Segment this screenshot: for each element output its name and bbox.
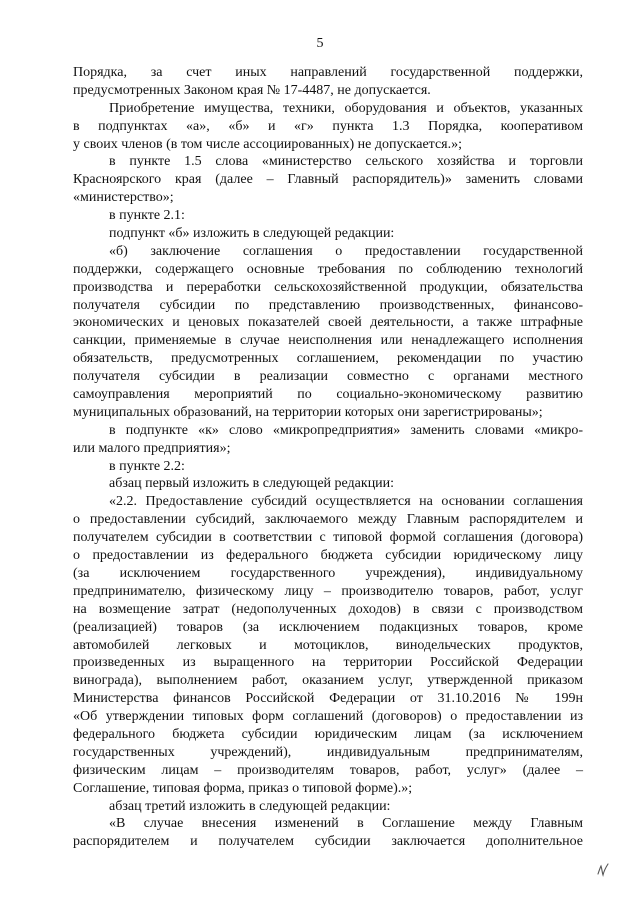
text-line: в подпункте «к» слово «микропредприятия» заменить словами «микро- xyxy=(109,422,583,438)
text-line: Порядка, за счет иных направлений государственной поддержки, xyxy=(73,65,583,80)
text-line: «б) заключение соглашения о предоставлении государственной xyxy=(109,243,583,259)
text-line: муниципальных образований, на территории которых они зарегистрированы»; xyxy=(73,404,543,420)
text-line: «министерство»; xyxy=(73,190,174,206)
text-line: абзац первый изложить в следующей редакции: xyxy=(109,476,395,492)
text-line: физическим лицам – производителям товаров, работ, услуг» (далее – xyxy=(73,762,583,778)
text-line: в пункте 1.5 слова «министерство сельского хозяйства и торговли xyxy=(109,154,583,170)
text-line: государственных учреждений), индивидуальным предпринимателям, xyxy=(73,744,583,760)
text-line: в пункте 2.1: xyxy=(109,208,185,224)
text-line: получателя субсидии по представлению производственных, финансово- xyxy=(73,297,583,313)
text-line: или малого предприятия»; xyxy=(73,440,231,456)
page-number: 5 xyxy=(316,36,324,51)
text-line: экономических и ценовых показателей своей деятельности, а также штрафные xyxy=(73,315,583,331)
text-line: Приобретение имущества, техники, оборудования и объектов, указанных xyxy=(109,100,583,116)
text-line: (за исключением государственного учреждения), индивидуальному xyxy=(73,565,583,581)
text-line: в пункте 2.2: xyxy=(109,458,185,474)
text-line: федерального бюджета субсидии юридическим лицам (за исключением xyxy=(73,726,583,742)
handwritten-check-icon xyxy=(596,862,610,878)
text-line: винограда), выполнением работ, оказанием услуг, утвержденной приказом xyxy=(73,673,583,689)
text-line: производства и переработки сельскохозяйственной продукции, обязательства xyxy=(73,279,583,295)
text-line: получателем субсидии в соответствии с типовой формой соглашения (договора) xyxy=(73,530,583,546)
text-line: произведенных из выращенного на территории Российской Федерации xyxy=(73,655,583,671)
text-line: санкции, применяемые в случае неисполнения или ненадлежащего исполнения xyxy=(73,333,583,349)
text-line: самоуправления мероприятий по социально-экономическому развитию xyxy=(73,387,583,403)
text-line: автомобилей легковых и мотоциклов, винодельческих продуктов, xyxy=(73,637,583,653)
text-line: о предоставлении из федерального бюджета субсидии юридическому лицу xyxy=(73,548,583,564)
text-line: распорядителем и получателем субсидии заключается дополнительное xyxy=(73,834,583,850)
text-line: у своих членов (в том числе ассоциированных) не допускается.»; xyxy=(73,136,463,152)
text-line: абзац третий изложить в следующей редакции: xyxy=(109,798,391,814)
text-line: обязательств, предусмотренных соглашением, рекомендации по участию xyxy=(73,351,583,367)
text-line: Министерства финансов Российской Федерации от 31.10.2016 № 199н xyxy=(73,691,583,707)
text-line: Соглашение, типовая форма, приказ о типовой форме).»; xyxy=(73,780,413,796)
document-body xyxy=(73,64,583,851)
text-line: «В случае внесения изменений в Соглашение между Главным xyxy=(109,816,583,832)
text-line: (реализацией) товаров (за исключением подакцизных товаров, кроме xyxy=(73,619,583,635)
text-line: предпринимателю, физическому лицу – производителю товаров, работ, услуг xyxy=(73,583,583,599)
text-line: получателя субсидии в реализации совместно с органами местного xyxy=(73,369,583,385)
text-line: предусмотренных Законом края № 17-4487, не допускается. xyxy=(73,82,431,98)
text-line: «2.2. Предоставление субсидий осуществляется на основании соглашения xyxy=(109,494,583,510)
text-line: Красноярского края (далее – Главный распорядитель)» заменить словами xyxy=(73,172,583,188)
text-line: в подпунктах «а», «б» и «г» пункта 1.3 Порядка, кооперативом xyxy=(73,118,583,134)
text-line: «Об утверждении типовых форм соглашений (договоров) о предоставлении из xyxy=(73,709,583,725)
text-line: о предоставлении субсидий, заключаемого между Главным распорядителем и xyxy=(73,512,583,528)
text-line: поддержки, содержащего основные требования по соблюдению технологий xyxy=(73,261,583,277)
text-line: подпункт «б» изложить в следующей редакции: xyxy=(109,226,395,242)
text-line: на возмещение затрат (недополученных доходов) в связи с производством xyxy=(73,601,583,617)
